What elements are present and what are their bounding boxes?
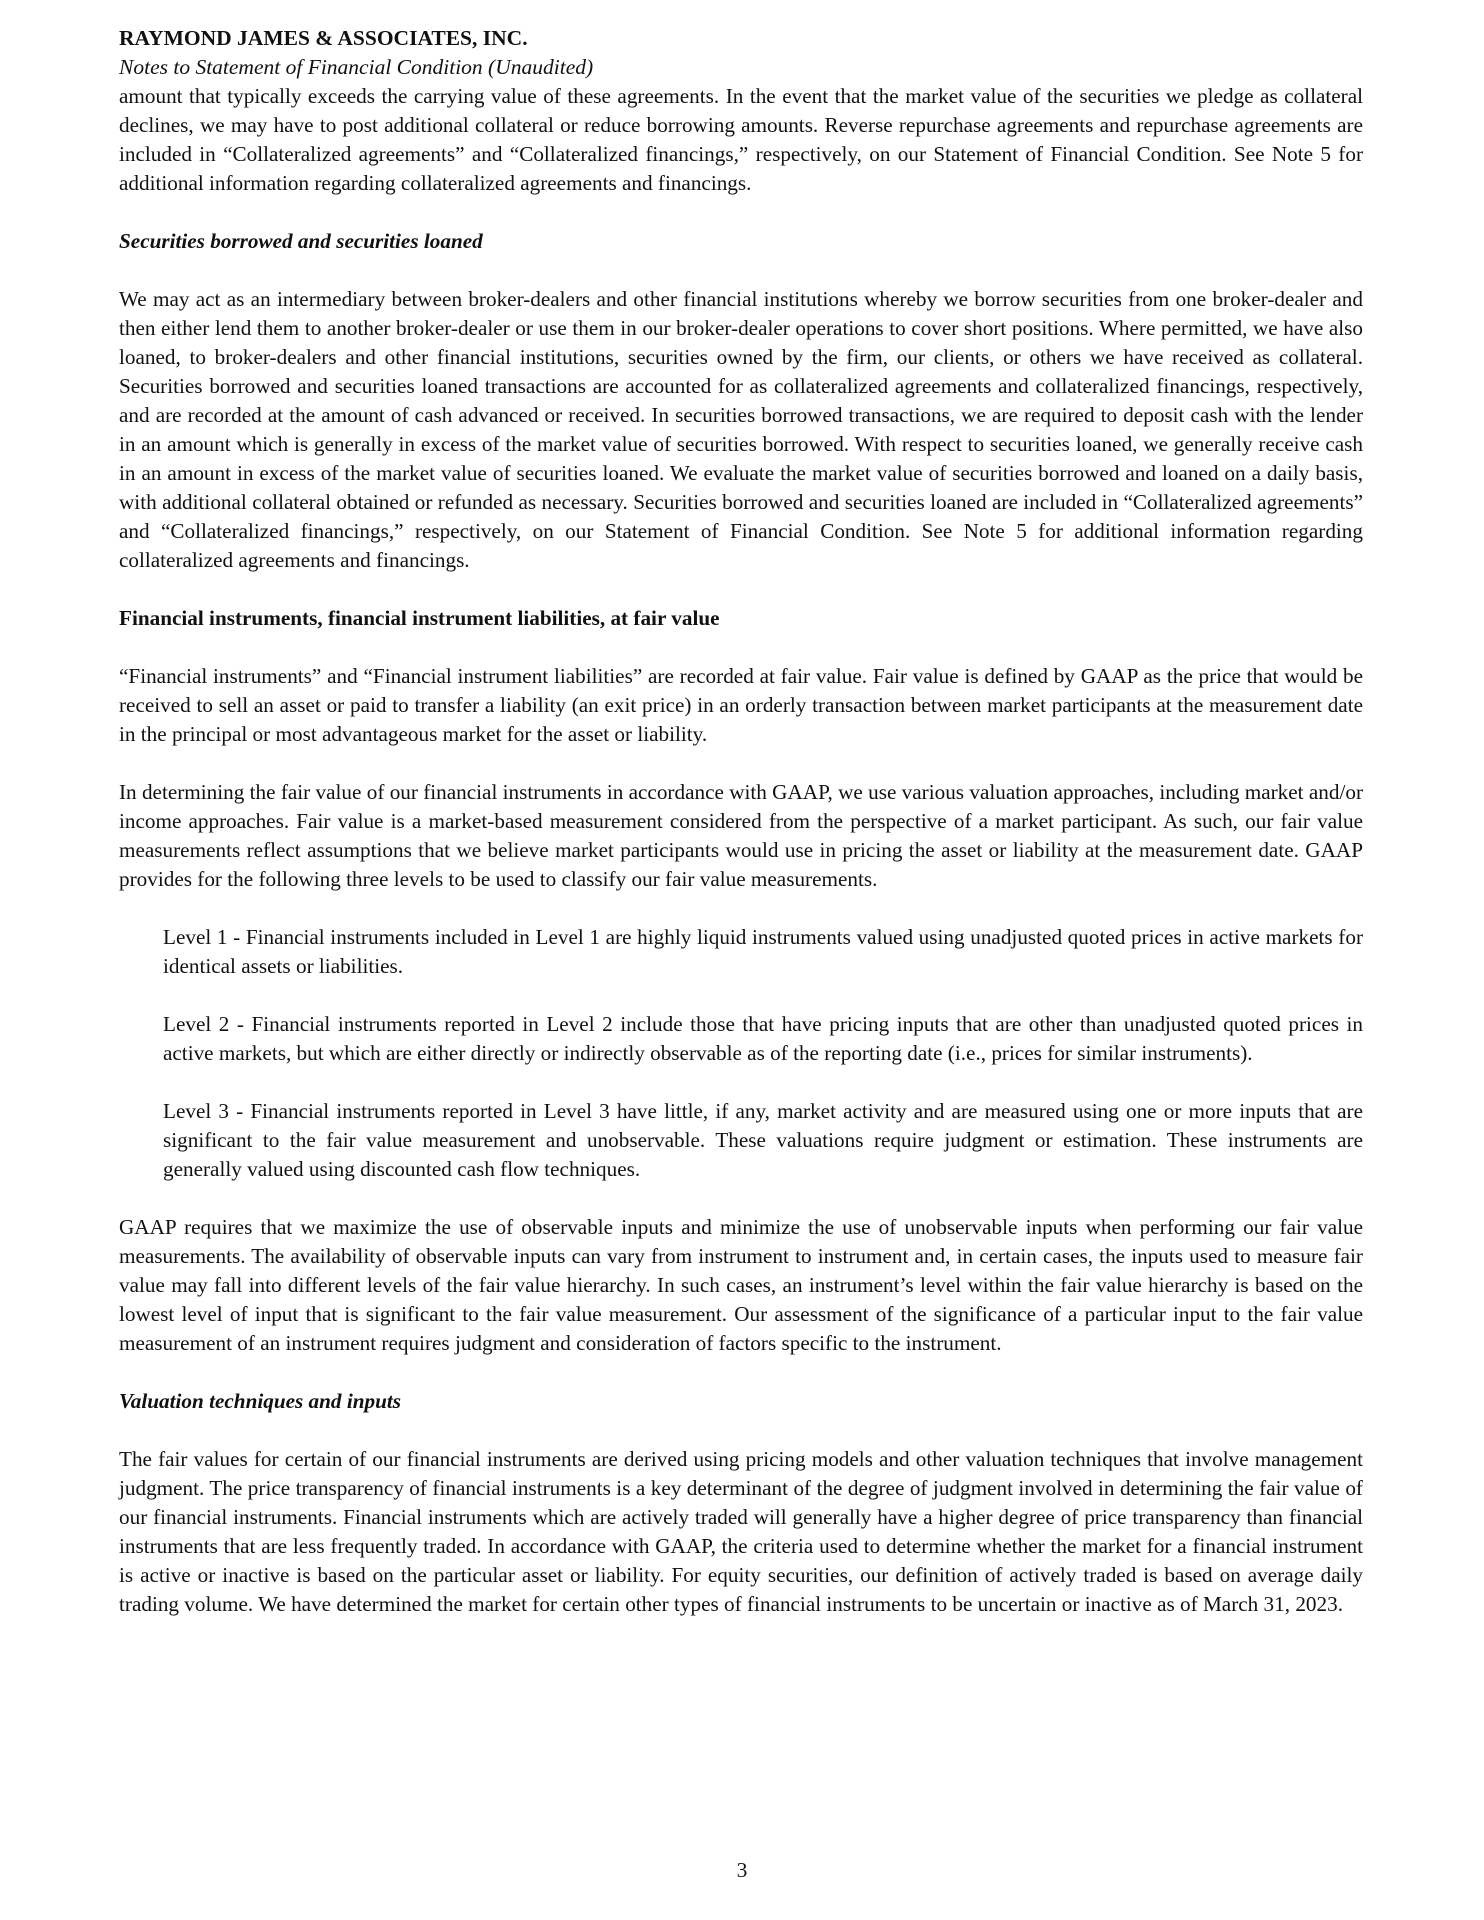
intro-paragraph: amount that typically exceeds the carrying value of these agreements. In the event that the market value of the securities we pledge as collateral declines, we may have to post additional collateral or reduce borrowing amounts. Reverse repurchase agreements and repurchase agreements are included in “Collateralized agreements” and “Collateralized financings,” respectively, on our Statement of Financial Condition. See Note 5 for additional information regarding collateralized agreements and financings. — [119, 84, 1363, 195]
section-heading-securities-borrowed: Securities borrowed and securities loaned — [119, 229, 483, 253]
company-name: RAYMOND JAMES & ASSOCIATES, INC. — [119, 26, 528, 50]
fair-value-paragraph-1: “Financial instruments” and “Financial instrument liabilities” are recorded at fair value. Fair value is defined by GAAP as the price that would be received to sell an asset or paid to transfer a liability (an exit price) in an orderly transaction between market participants at the measurement date in the principal or most advantageous market for the asset or liability. — [119, 664, 1363, 746]
section-heading-fair-value: Financial instruments, financial instrument liabilities, at fair value — [119, 606, 720, 630]
securities-borrowed-paragraph: We may act as an intermediary between broker-dealers and other financial institutions whereby we borrow securities from one broker-dealer and then either lend them to another broker-dealer or use them in our broker-dealer operations to cover short positions. Where permitted, we have also loaned, to broker-dealers and other financial institutions, securities owned by the firm, our clients, or others we have received as collateral. Securities borrowed and securities loaned transactions are accounted for as collateralized agreements and collateralized financings, respectively, and are recorded at the amount of cash advanced or received. In securities borrowed transactions, we are required to deposit cash with the lender in an amount which is generally in excess of the market value of securities borrowed. With respect to securities loaned, we generally receive cash in an amount in excess of the market value of securities loaned. We evaluate the market value of securities borrowed and loaned on a daily basis, with additional collateral obtained or refunded as necessary. Securities borrowed and securities loaned are included in “Collateralized agreements” and “Collateralized financings,” respectively, on our Statement of Financial Condition. See Note 5 for additional information regarding collateralized agreements and financings. — [119, 287, 1363, 572]
page-number: 3 — [736, 1858, 748, 1882]
valuation-paragraph: The fair values for certain of our financial instruments are derived using pricing models and other valuation techniques that involve management judgment. The price transparency of financial instruments is a key determinant of the degree of judgment involved in determining the fair value of our financial instruments. Financial instruments which are actively traded will generally have a higher degree of price transparency than financial instruments that are less frequently traded. In accordance with GAAP, the criteria used to determine whether the market for a financial instrument is active or inactive is based on the particular asset or liability. For equity securities, our definition of actively traded is based on average daily trading volume. We have determined the market for certain other types of financial instruments to be uncertain or inactive as of March 31, 2023. — [119, 1447, 1363, 1616]
level-2-item: Level 2 - Financial instruments reported in Level 2 include those that have pricing inputs that are other than unadjusted quoted prices in active markets, but which are either directly or indirectly observable as of the reporting date (i.e., prices for similar instruments). — [163, 1012, 1363, 1065]
level-3-item: Level 3 - Financial instruments reported in Level 3 have little, if any, market activity and are measured using one or more inputs that are significant to the fair value measurement and unobservable. These valuations require judgment or estimation. These instruments are generally valued using discounted cash flow techniques. — [163, 1099, 1363, 1181]
section-heading-valuation: Valuation techniques and inputs — [119, 1389, 402, 1413]
fair-value-paragraph-3: GAAP requires that we maximize the use of observable inputs and minimize the use of unobservable inputs when performing our fair value measurements. The availability of observable inputs can vary from instrument to instrument and, in certain cases, the inputs used to measure fair value may fall into different levels of the fair value hierarchy. In such cases, an instrument’s level within the fair value hierarchy is based on the lowest level of input that is significant to the fair value measurement. Our assessment of the significance of a particular input to the fair value measurement of an instrument requires judgment and consideration of factors specific to the instrument. — [119, 1215, 1363, 1355]
fair-value-paragraph-2: In determining the fair value of our financial instruments in accordance with GAAP, we use various valuation approaches, including market and/or income approaches. Fair value is a market-based measurement considered from the perspective of a market participant. As such, our fair value measurements reflect assumptions that we believe market participants would use in pricing the asset or liability at the measurement date. GAAP provides for the following three levels to be used to classify our fair value measurements. — [119, 780, 1363, 891]
level-1-item: Level 1 - Financial instruments included in Level 1 are highly liquid instruments valued using unadjusted quoted prices in active markets for identical assets or liabilities. — [163, 925, 1363, 978]
document-subtitle: Notes to Statement of Financial Condition (Unaudited) — [119, 55, 594, 79]
document-page — [119, 24, 1363, 1619]
